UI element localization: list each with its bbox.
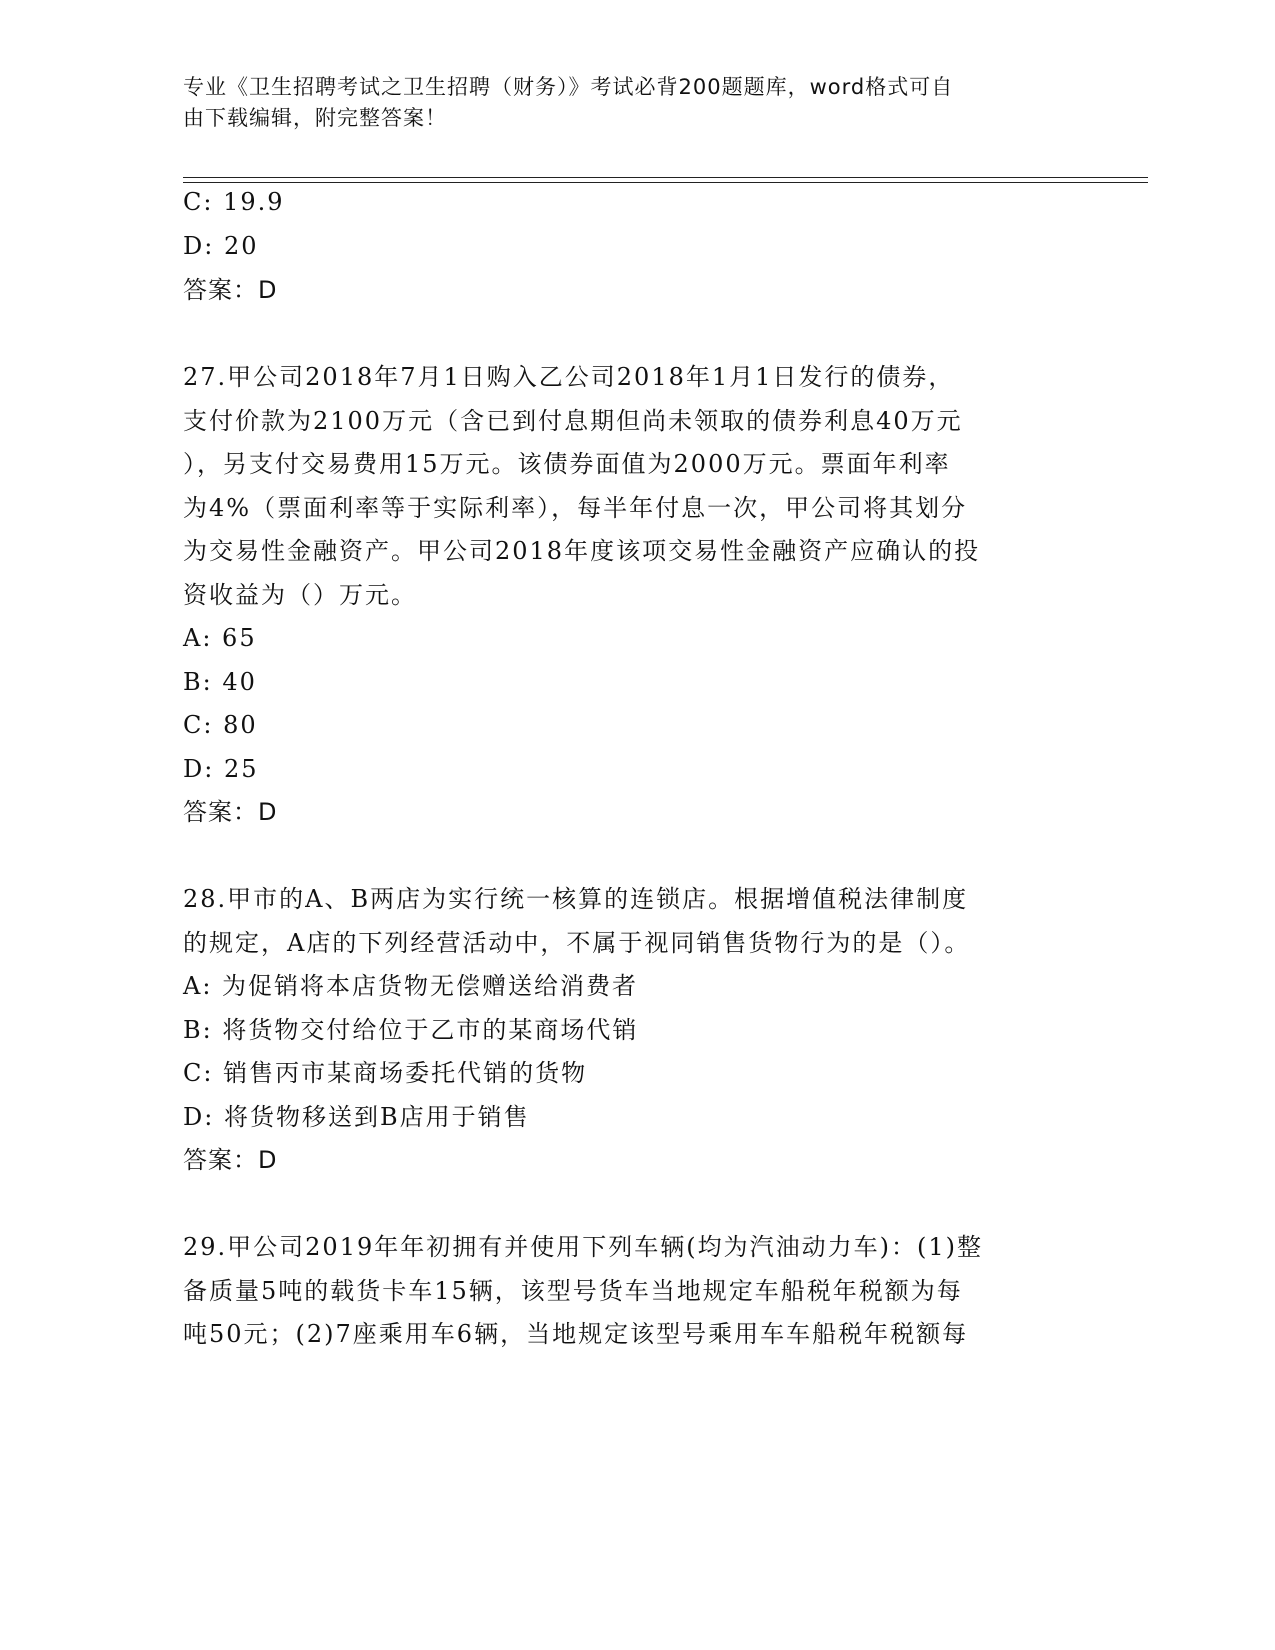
question-27-line: 为交易性金融资产。甲公司2018年度该项交易性金融资产应确认的投: [183, 537, 981, 565]
question-29-line: 29.甲公司2019年年初拥有并使用下列车辆(均为汽油动力车)：(1)整: [183, 1233, 983, 1261]
question-27-line: ），另支付交易费用15万元。该债券面值为2000万元。票面年利率: [183, 450, 951, 478]
question-27-line: 支付价款为2100万元（含已到付息期但尚未领取的债券利息40万元: [183, 407, 963, 435]
question-27-option-d: D: 25: [183, 755, 259, 783]
question-28-line: 28.甲市的A、B两店为实行统一核算的连锁店。根据增值税法律制度: [183, 885, 969, 913]
question-29-line: 备质量5吨的载货卡车15辆，该型号货车当地规定车船税年税额为每: [183, 1277, 963, 1305]
question-27-line: 资收益为（）万元。: [183, 581, 417, 609]
header-title-line-1: 专业《卫生招聘考试之卫生招聘（财务）》考试必背200题题库，word格式可自: [183, 75, 954, 99]
header-divider-bottom: [183, 182, 1148, 183]
document-header: [183, 72, 1063, 134]
question-27-option-a: A: 65: [183, 624, 257, 652]
question-28-line: 的规定，A店的下列经营活动中，不属于视同销售货物行为的是（）。: [183, 929, 971, 957]
answer-line: 答案：D: [183, 276, 278, 304]
question-28-option-b: B: 将货物交付给位于乙市的某商场代销: [183, 1016, 639, 1044]
option-d: D: 20: [183, 232, 259, 260]
question-27-line: 27.甲公司2018年7月1日购入乙公司2018年1月1日发行的债券，: [183, 363, 955, 391]
question-27-option-b: B: 40: [183, 668, 257, 696]
question-28-option-a: A: 为促销将本店货物无偿赠送给消费者: [183, 972, 639, 1000]
option-c: C: 19.9: [183, 188, 285, 216]
question-27-answer: 答案：D: [183, 798, 278, 826]
question-27-line: 为4%（票面利率等于实际利率），每半年付息一次，甲公司将其划分: [183, 494, 968, 522]
header-divider-top: [183, 177, 1148, 178]
question-28-option-d: D: 将货物移送到B店用于销售: [183, 1103, 530, 1131]
question-28-option-c: C: 销售丙市某商场委托代销的货物: [183, 1059, 588, 1087]
question-28-answer: 答案：D: [183, 1146, 278, 1174]
question-27-option-c: C: 80: [183, 711, 258, 739]
header-title-line-2: 由下载编辑，附完整答案！: [183, 106, 447, 130]
question-29-line: 吨50元；(2)7座乘用车6辆，当地规定该型号乘用车车船税年税额每: [183, 1320, 969, 1348]
